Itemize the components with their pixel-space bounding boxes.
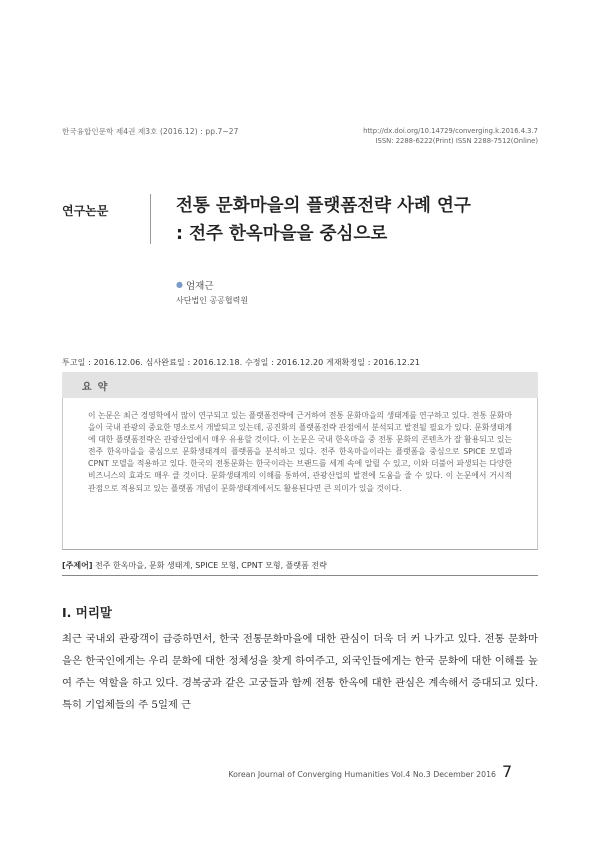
issn-text: ISSN: 2288-6222(Print) ISSN 2288-7512(Online) xyxy=(375,137,538,145)
keywords-rule xyxy=(62,575,538,576)
page-number: 7 xyxy=(502,762,513,781)
keywords-text: 전주 한옥마을, 문화 생태계, SPICE 모형, CPNT 모형, 플랫폼 전략 xyxy=(95,561,327,570)
doi-issn-block xyxy=(363,126,538,146)
title-line-1: 전통 문화마을의 플랫폼전략 사례 연구 xyxy=(176,196,471,216)
author-name: 엄재근 xyxy=(186,281,214,292)
paper-type-label: 연구논문 xyxy=(62,204,109,218)
section-heading: Ⅰ. 머리말 xyxy=(62,605,112,620)
abstract-header-bar xyxy=(62,372,538,398)
author-bullet-icon: ● xyxy=(176,280,183,289)
keywords-label: [주제어] xyxy=(62,561,93,570)
author-affiliation: 사단법인 공공협력원 xyxy=(176,296,249,305)
abstract-heading: 요약 xyxy=(82,382,114,393)
doi-link[interactable]: http://dx.doi.org/10.14729/converging.k.2016.4.3.7 xyxy=(363,127,538,135)
title-divider xyxy=(150,194,151,244)
footer-journal: Korean Journal of Converging Humanities Vol.4 No.3 December 2016 xyxy=(228,770,496,779)
journal-info: 한국융합인문학 제4권 제3호 (2016.12) : pp.7~27 xyxy=(62,127,239,136)
title-line-2: : 전주 한옥마을을 중심으로 xyxy=(176,224,388,244)
paper-title xyxy=(176,192,471,248)
body-paragraph: 최근 국내외 관광객이 급증하면서, 한국 전통문화마을에 대한 관심이 더욱 더 커 나가고 있다. 전통 문화마을은 한국인에게는 우리 문화에 대한 정체성을 찾게 하여주고, 외국인들에게는 한국 문화에 대한 이해를 높여 주는 역할을 하고 있다. 경복궁과 같은 고궁들과 함께 전통 한옥에 대한 관심은 계속해서 증대되고 있다. 특히 기업체들의 주 5일제 근 xyxy=(62,633,538,711)
submission-dates: 투고일 : 2016.12.06. 심사완료일 : 2016.12.18. 수정일 : 2016.12.20 게재확정일 : 2016.12.21 xyxy=(62,358,421,367)
keywords xyxy=(62,560,327,571)
abstract-text: 이 논문은 최근 경영학에서 많이 연구되고 있는 플랫폼전략에 근거하여 전통 문화마을의 생태계를 연구하고 있다. 전통 문화마을이 국내 관광의 중요한 명소로서 개발되고 있는데, 공진화의 플랫폼전략 관점에서 분석되고 발전될 필요가 있다. 문화생태계에 대한 플랫폼전략은 관광산업에서 매우 유용할 것이다. 이 논문은 국내 한옥마을 중 전통 문화의 콘텐츠가 잘 활용되고 있는 전주 한옥마을을 중심으로 문화생태계의 플랫폼을 분석하고 있다. 전주 한옥마을이라는 플랫폼을 중심으로 SPICE 모델과 CPNT 모델을 적용하고 있다. 한국의 전통문화는 한국이라는 브랜드를 세계 속에 알릴 수 있고, 이와 더불어 파생되는 다양한 비즈니스의 효과도 매우 클 것이다. 문화생태계의 이해를 통하여, 관광산업의 발전에 도움을 줄 수 있다. 이 논문에서 거시적 관점으로 적용되고 있는 플랫폼 개념이 문화생태계에서도 활용된다면 큰 의미가 있을 것이다. xyxy=(88,411,512,493)
